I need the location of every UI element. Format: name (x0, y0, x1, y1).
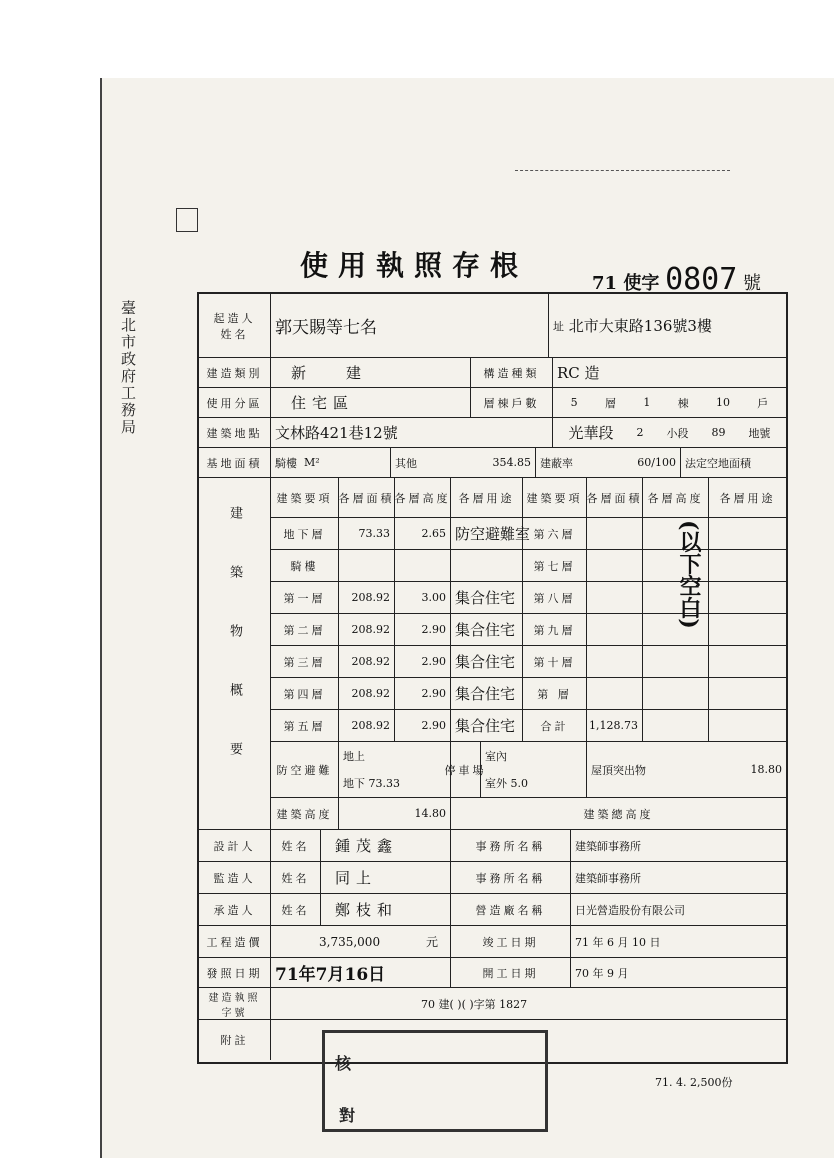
stamp-top-right (515, 170, 730, 219)
row-construction: 建造類別 新建 構造種類 RC 造 (199, 358, 786, 388)
row-remarks: 附註 (199, 1020, 786, 1060)
person-row: 承造人 姓名 鄭枝和 營造廠名稱 日光營造股份有限公司 (199, 894, 786, 926)
floor-table-header: 建築要項 各層面積 各層高度 各層用途 建築要項 各層面積 各層高度 各層用途 (271, 478, 786, 518)
building-summary-label: 建築物概要 (199, 478, 271, 830)
row-area: 基地面積 騎樓 M² 其他 354.85 建蔽率 60/100 法定空地面積 (199, 448, 786, 478)
permit-number: 71 使字 0807 號 (592, 262, 762, 297)
floor-row: 地下層 73.33 2.65 防空避難室 第六層 (271, 518, 786, 550)
floor-row: 騎樓 第七層 (271, 550, 786, 582)
person-row: 監造人 姓名 同上 事務所名稱 建築師事務所 (199, 862, 786, 894)
page-title: 使用執照存根 (300, 249, 529, 282)
permit-form (197, 292, 788, 1064)
floor-row: 第五層 208.92 2.90 集合住宅 合計 1,128.73 (271, 710, 786, 742)
hand-note: (以下空白) (676, 520, 702, 629)
floor-row: 第三層 208.92 2.90 集合住宅 第十層 (271, 646, 786, 678)
row-issue: 發照日期 71年7月16日 開工日期 70 年 9 月 (199, 958, 786, 988)
corner-mark (176, 208, 198, 232)
floor-row: 第二層 208.92 2.90 集合住宅 第九層 (271, 614, 786, 646)
floor-row: 第四層 208.92 2.90 集合住宅 第 層 (271, 678, 786, 710)
side-authority-text: 臺北市政府工務局 (119, 300, 137, 436)
applicant-name: 郭天賜等七名 (271, 294, 549, 357)
row-applicant: 起造人 姓名 郭天賜等七名 址 北市大東路136號3樓 (199, 294, 786, 358)
person-row: 設計人 姓名 鍾茂鑫 事務所名稱 建築師事務所 (199, 830, 786, 862)
applicant-address: 北市大東路136號3樓 (568, 317, 712, 335)
row-site: 建築地點 文林路421巷12號 光華段 2 小段 89 地號 (199, 418, 786, 448)
footer-print-note: 71. 4. 2,500份 (655, 1076, 733, 1089)
review-stamp: 核 對 (322, 1030, 548, 1132)
floor-row: 第一層 208.92 3.00 集合住宅 第八層 (271, 582, 786, 614)
row-height: 建築高度 14.80 建築總高度 (271, 798, 786, 830)
row-shelter: 防空避難 地上 地下 73.33 停車場 室內 室外 5.0 屋頂突出物 18.80 (271, 742, 786, 798)
row-license: 建造執照字號 70 建( )( )字第 1827 (199, 988, 786, 1020)
row-cost: 工程造價 3,735,000 元 竣工日期 71 年 6 月 10 日 (199, 926, 786, 958)
row-usage: 使用分區 住宅區 層棟戶數 5 層 1 棟 10 戶 (199, 388, 786, 418)
